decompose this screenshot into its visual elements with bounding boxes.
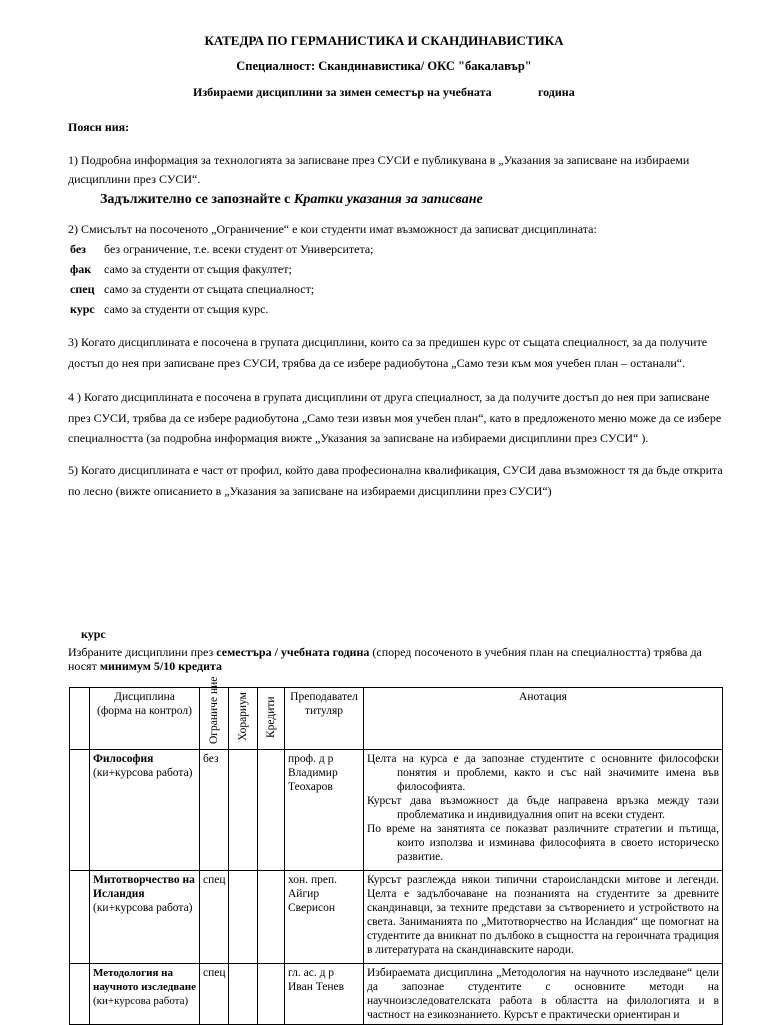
cell-credits [258,964,285,1025]
annotation-paragraph: Избираемата дисциплина „Методология на научното изследване“ цели да запознае студентите с основните методи на научноизследователската работа в областта на филологията и в частност на езикознанието. Курсът е практически ориентиран и [367,967,719,1021]
restriction-term: без [70,242,86,256]
cell-lecturer: гл. ас. д р Иван Тенев [285,964,364,1025]
short-guide-link[interactable]: Кратки указания за записване [293,192,483,207]
cell-credits [258,871,285,964]
restriction-desc: само за студенти от същия факултет; [104,262,292,276]
row-index [70,750,90,871]
annotation-paragraph: Целта на курса е да запознае студентите с основните философски понятия и проблеми, както и със най значимите имена във философията. [367,753,719,793]
restriction-item [70,279,314,299]
restriction-item [70,239,374,259]
cell-restriction: спец [200,871,229,964]
note-4-line-3: специалността (за подробна информация вижте „Указания за записване на избираеми дисциплини през СУСИ“ ). [68,431,649,445]
mandatory-prefix: Задължително се запознайте с [100,192,294,207]
credits-text: носят [68,659,100,673]
header-annotation [364,688,723,750]
discipline-form: (ки+курсова работа) [93,995,189,1007]
specialty-heading: Специалност: Скандинавистика/ ОКС "бакалавър" [236,59,532,73]
table-header-row [70,688,723,750]
cell-discipline [90,964,200,1025]
credits-line-2 [68,659,732,673]
note-4-line-1: 4 ) Когато дисциплината е посочена в групата дисциплини от друга специалност, за да получите достъп до нея при записване [68,390,710,404]
notes-title: Поясн ния: [68,120,130,134]
annotation-paragraph: Курсът дава възможност да бъде направена връзка между тази проблематика и индивидуалния опит на всеки студент. [367,795,719,821]
header-credits-label: Кредити [264,696,277,738]
note-3-line-2: достъп до нея при записване през СУСИ, трябва да се избере радиобутона „Само тези към моя учебен план – останали“. [68,356,686,370]
table-row [70,964,723,1025]
restriction-term: фак [70,262,92,276]
cell-annotation [364,871,723,964]
credits-minimum: минимум 5/10 кредита [99,659,223,673]
note-2-intro: 2) Смисълът на посоченото „Ограничение“ е кои студенти имат възможност да записват дисциплината: [68,222,597,236]
credits-period: семестъра / учебната година [216,645,370,659]
cell-restriction: спец [200,964,229,1025]
cell-lecturer: хон. преп. Айгир Сверисон [285,871,364,964]
discipline-form: (ки+курсова работа) [93,902,193,914]
cell-credits [258,750,285,871]
discipline-title: Философия [93,753,154,765]
note-4-line-2: през СУСИ, трябва да се избере радиобутона „Само тези извън моя учебен план“, като в предложеното меню може да се избере [68,411,722,425]
subtitle-right: година [538,85,575,99]
restriction-desc: само за студенти от същата специалност; [104,282,315,296]
credits-line-1 [68,645,732,659]
annotation-paragraph: Курсът разглежда някои типични староисландски митове и легенди. Целта е задълбочаване на познанията на студентите за древните скандинавци, за техните представи за сътворението и устройството на света. Заниманията по „Митотворчество на Исландия“ ще помогнат на студентите да вникнат по дълбоко в същността на героичната традиция в литературата на скандинавските народи. [367,874,719,956]
restriction-term: курс [70,302,95,316]
cell-discipline [90,871,200,964]
restriction-item [70,259,292,279]
discipline-form: (ки+курсова работа) [93,767,193,779]
note-3-line-1: 3) Когато дисциплината е посочена в групата дисциплини, които са за предишен курс от същата специалност, за да получите [68,335,708,349]
credits-text: (според посоченото в учебния план на специалността) трябва да [369,645,702,659]
cell-hours [229,750,258,871]
credits-text: Избраните дисциплини през [68,645,217,659]
subtitle-left: Избираеми дисциплини за зимен семестър на учебната [193,85,492,99]
cell-lecturer: проф. д р Владимир Теохаров [285,750,364,871]
row-index [70,871,90,964]
note-5-line-2: по лесно (вижте описанието в „Указания за записване на избираеми дисциплини през СУСИ“) [68,484,552,498]
cell-discipline [90,750,200,871]
cell-annotation [364,750,723,871]
cell-restriction: без [200,750,229,871]
department-heading: КАТЕДРА ПО ГЕРМАНИСТИКА И СКАНДИНАВИСТИКА [204,33,564,48]
course-label: курс [81,627,106,641]
discipline-title: Методология на научното изследване [93,967,196,993]
courses-table [69,676,723,1025]
header-lecturer [285,688,364,750]
table-row [70,871,723,964]
header-restriction [200,676,229,750]
row-index [70,964,90,1025]
restriction-term: спец [70,282,95,296]
table-row [70,750,723,871]
header-lecturer-label: Преподавател титуляр [290,691,358,717]
header-annotation-label: Анотация [519,691,567,703]
header-discipline [90,688,200,750]
header-discipline-label: Дисциплина [114,691,175,703]
note-5-line-1: 5) Когато дисциплината е част от профил, който дава професионална квалификация, СУСИ дава възможност тя да бъде открита [68,463,723,477]
header-credits [258,688,285,750]
discipline-title: Митотворчество на Исландия [93,874,195,900]
header-index [70,688,90,750]
restriction-desc: само за студенти от същия курс. [104,302,269,316]
cell-hours [229,964,258,1025]
cell-hours [229,871,258,964]
cell-annotation [364,964,723,1025]
header-hours [229,688,258,750]
restriction-desc: без ограничение, т.е. всеки студент от Университета; [104,242,374,256]
note-1-line-2: дисциплини през СУСИ“. [68,172,201,186]
mandatory-notice [100,192,483,208]
note-1-line-1: 1) Подробна информация за технологията за записване през СУСИ е публикувана в „Указания за записване на избираеми [68,153,690,167]
restriction-item [70,299,268,319]
header-restriction-label: Ограниче ние [207,676,220,744]
annotation-paragraph: По време на занятията се показват различните стратегии и пътища, които използва и изминава философията в своето историческо развитие. [367,823,719,863]
header-discipline-sub: (форма на контрол) [97,705,192,717]
header-hours-label: Хорариум [236,692,249,742]
